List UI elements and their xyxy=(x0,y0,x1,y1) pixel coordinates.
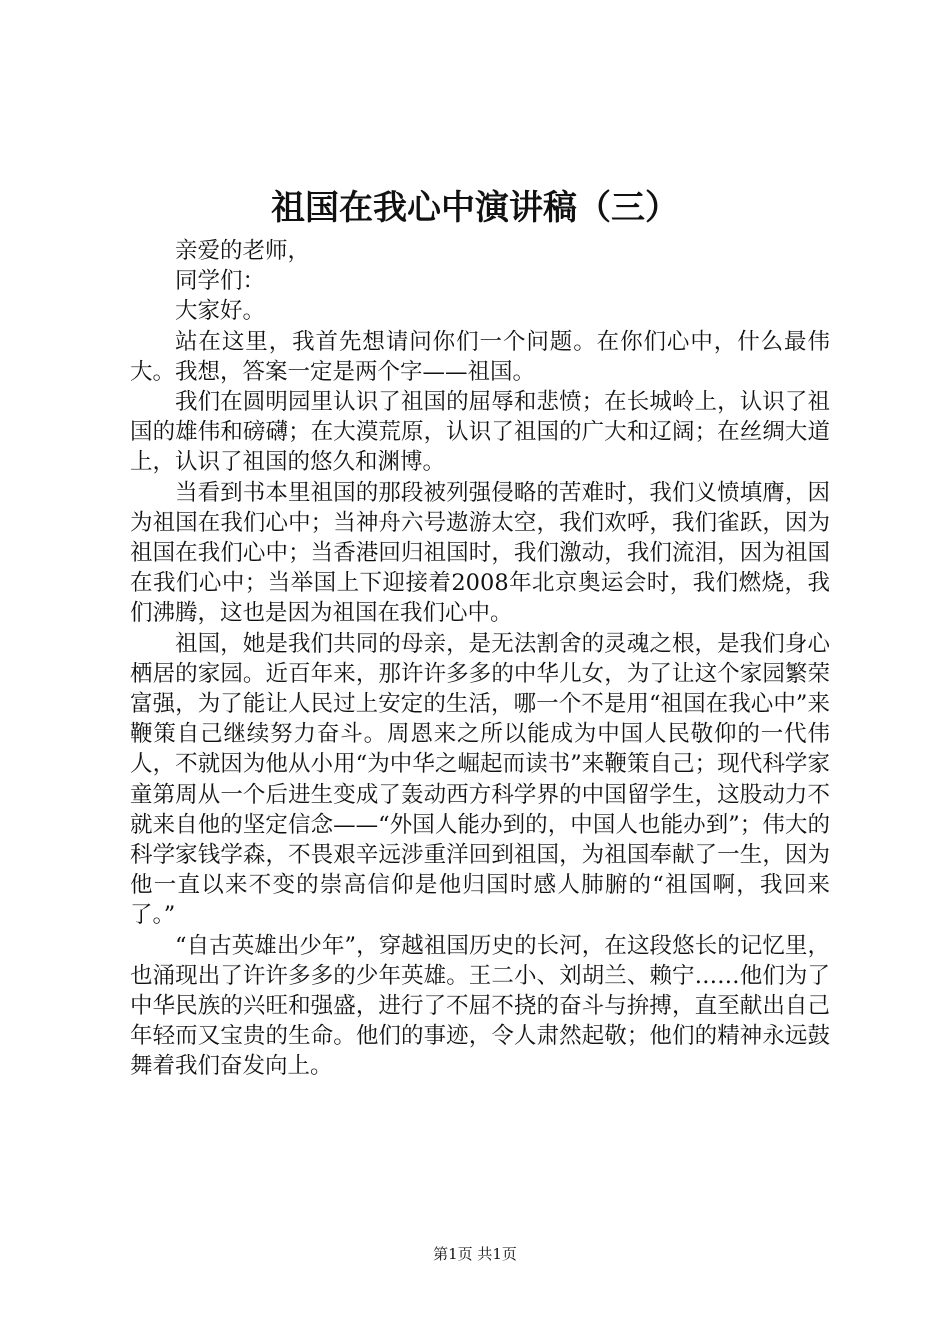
salutation-students: 同学们： xyxy=(175,268,266,295)
greeting: 大家好。 xyxy=(175,298,266,325)
paragraph: 站在这里，我首先想请问你们一个问题。在你们心中，什么最伟大。我想，答案一定是两个字——祖国。 xyxy=(130,328,830,385)
document-title: 祖国在我心中演讲稿（三） xyxy=(271,188,679,228)
document-body xyxy=(130,236,830,1082)
paragraph: 祖国，她是我们共同的母亲，是无法割舍的灵魂之根，是我们身心栖居的家园。近百年来，那许许多多的中华儿女，为了让这个家园繁荣富强，为了能让人民过上安定的生活，哪一个不是用“祖国在我心中”来鞭策自己继续努力奋斗。周恩来之所以能成为中国人民敬仰的一代伟人，不就因为他从小用“为中华之崛起而读书”来鞭策自己；现代科学家童第周从一个后进生变成了轰动西方科学界的中国留学生，这股动力不就来自他的坚定信念——“外国人能办到的，中国人也能办到”；伟大的科学家钱学森，不畏艰辛远涉重洋回到祖国，为祖国奉献了一生，因为他一直以来不变的崇高信仰是他归国时感人肺腑的“祖国啊，我回来了。” xyxy=(130,630,830,929)
paragraph: 当看到书本里祖国的那段被列强侵略的苦难时，我们义愤填膺，因为祖国在我们心中；当神舟六号遨游太空，我们欢呼，我们雀跃，因为祖国在我们心中；当香港回归祖国时，我们激动，我们流泪，因为祖国在我们心中；当举国上下迎接着2008年北京奥运会时，我们燃烧，我们沸腾，这也是因为祖国在我们心中。 xyxy=(130,479,830,627)
page-footer: 第1页 共1页 xyxy=(433,1245,517,1263)
paragraph: 我们在圆明园里认识了祖国的屈辱和悲愤；在长城岭上，认识了祖国的雄伟和磅礴；在大漠荒原，认识了祖国的广大和辽阔；在丝绸大道上，认识了祖国的悠久和渊博。 xyxy=(130,389,830,476)
salutation-teachers: 亲爱的老师， xyxy=(175,238,311,264)
paragraph: “自古英雄出少年”，穿越祖国历史的长河，在这段悠长的记忆里，也涌现出了许许多多的少年英雄。王二小、刘胡兰、赖宁……他们为了中华民族的兴旺和强盛，进行了不屈不挠的奋斗与拚搏，直至献出自己年轻而又宝贵的生命。他们的事迹，令人肃然起敬；他们的精神永远鼓舞着我们奋发向上。 xyxy=(130,932,830,1080)
